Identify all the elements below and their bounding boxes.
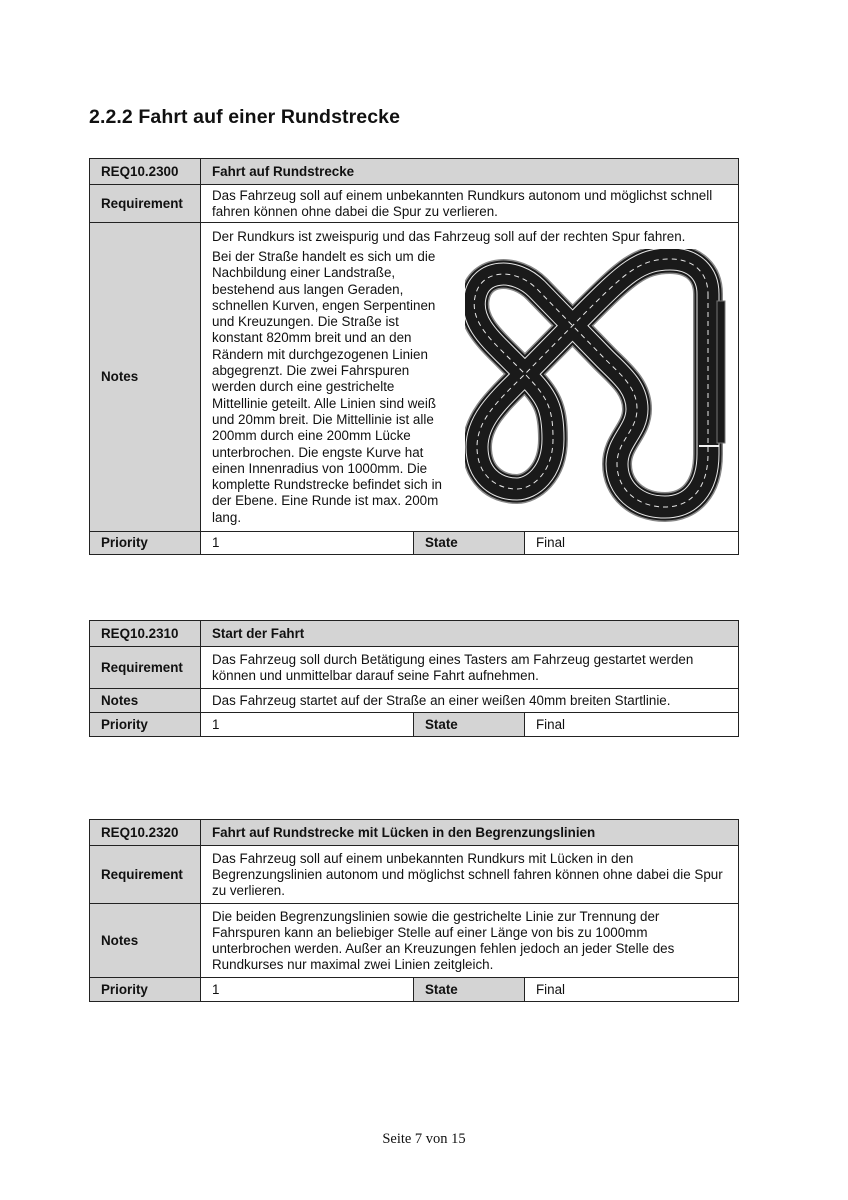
priority-value: 1 bbox=[201, 978, 414, 1002]
notes-intro: Der Rundkurs ist zweispurig und das Fahrzeug soll auf der rechten Spur fahren. bbox=[212, 229, 686, 244]
requirement-text: Das Fahrzeug soll auf einem unbekannten Rundkurs autonom und möglichst schnell fahren können ohne dabei die Spur zu verlieren. bbox=[201, 185, 739, 223]
priority-label: Priority bbox=[90, 532, 201, 555]
priority-state-row bbox=[90, 532, 739, 555]
notes-row bbox=[90, 904, 739, 978]
requirement-table-2320 bbox=[89, 819, 739, 1002]
notes-cell bbox=[201, 223, 739, 532]
notes-label: Notes bbox=[90, 904, 201, 978]
requirement-title: Fahrt auf Rundstrecke mit Lücken in den Begrenzungslinien bbox=[201, 820, 739, 846]
priority-value: 1 bbox=[201, 713, 414, 737]
state-value: Final bbox=[525, 713, 739, 737]
race-track-diagram bbox=[465, 249, 735, 524]
requirement-id: REQ10.2300 bbox=[90, 159, 201, 185]
requirement-row bbox=[90, 846, 739, 904]
notes-text: Das Fahrzeug startet auf der Straße an einer weißen 40mm breiten Startlinie. bbox=[201, 689, 739, 713]
table-header-row bbox=[90, 820, 739, 846]
state-value: Final bbox=[525, 532, 739, 555]
priority-label: Priority bbox=[90, 978, 201, 1002]
requirement-row bbox=[90, 647, 739, 689]
requirement-label: Requirement bbox=[90, 846, 201, 904]
priority-label: Priority bbox=[90, 713, 201, 737]
priority-state-row bbox=[90, 978, 739, 1002]
requirement-id: REQ10.2320 bbox=[90, 820, 201, 846]
notes-text: Die beiden Begrenzungslinien sowie die gestrichelte Linie zur Trennung der Fahrspuren kann an beliebiger Stelle auf einer Länge von bis zu 1000mm unterbrochen werden. Außer an Kreuzungen fehlen jedoch an jeder Stelle des Rundkurses nur maximal zwei Linien zeitgleich. bbox=[201, 904, 739, 978]
requirement-title: Fahrt auf Rundstrecke bbox=[201, 159, 739, 185]
state-label: State bbox=[414, 713, 525, 737]
notes-label: Notes bbox=[90, 223, 201, 532]
requirement-label: Requirement bbox=[90, 647, 201, 689]
requirement-table-2300 bbox=[89, 158, 739, 555]
priority-state-row bbox=[90, 713, 739, 737]
table-header-row bbox=[90, 621, 739, 647]
requirement-row bbox=[90, 185, 739, 223]
state-label: State bbox=[414, 978, 525, 1002]
page-footer: Seite 7 von 15 bbox=[382, 1131, 466, 1147]
table-header-row bbox=[90, 159, 739, 185]
pit-lane bbox=[717, 301, 725, 443]
notes-row bbox=[90, 689, 739, 713]
road-lane-surface bbox=[474, 259, 708, 507]
requirement-label: Requirement bbox=[90, 185, 201, 223]
requirement-table-2310 bbox=[89, 620, 739, 737]
requirement-title: Start der Fahrt bbox=[201, 621, 739, 647]
notes-text: Bei der Straße handelt es sich um die Nachbildung einer Landstraße, bestehend aus langen Geraden, schnellen Kurven, engen Serpentinen und Kreuzungen. Die Straße ist konstant 820mm breit und an den Rändern mit durchgezogenen Linien abgegrenzt. Die zwei Fahrspuren werden durch eine gestrichelte Mittellinie geteilt. Alle Linien sind weiß und 20mm breit. Die Mittellinie ist alle 200mm durch eine 200mm Lücke unterbrochen. Die engste Kurve hat einen Innenradius von 1000mm. Die komplette Rundstrecke befindet sich in der Ebene. Eine Runde ist max. 200m lang. bbox=[212, 249, 442, 525]
requirement-text: Das Fahrzeug soll durch Betätigung eines Tasters am Fahrzeug gestartet werden können und unmittelbar darauf seine Fahrt aufnehmen. bbox=[201, 647, 739, 689]
requirement-text: Das Fahrzeug soll auf einem unbekannten Rundkurs mit Lücken in den Begrenzungslinien autonom und möglichst schnell fahren können ohne dabei die Spur zu verlieren. bbox=[201, 846, 739, 904]
priority-value: 1 bbox=[201, 532, 414, 555]
notes-row bbox=[90, 223, 739, 532]
notes-label: Notes bbox=[90, 689, 201, 713]
section-heading: 2.2.2 Fahrt auf einer Rundstrecke bbox=[89, 106, 401, 128]
requirement-id: REQ10.2310 bbox=[90, 621, 201, 647]
track-road bbox=[474, 259, 708, 507]
state-label: State bbox=[414, 532, 525, 555]
state-value: Final bbox=[525, 978, 739, 1002]
